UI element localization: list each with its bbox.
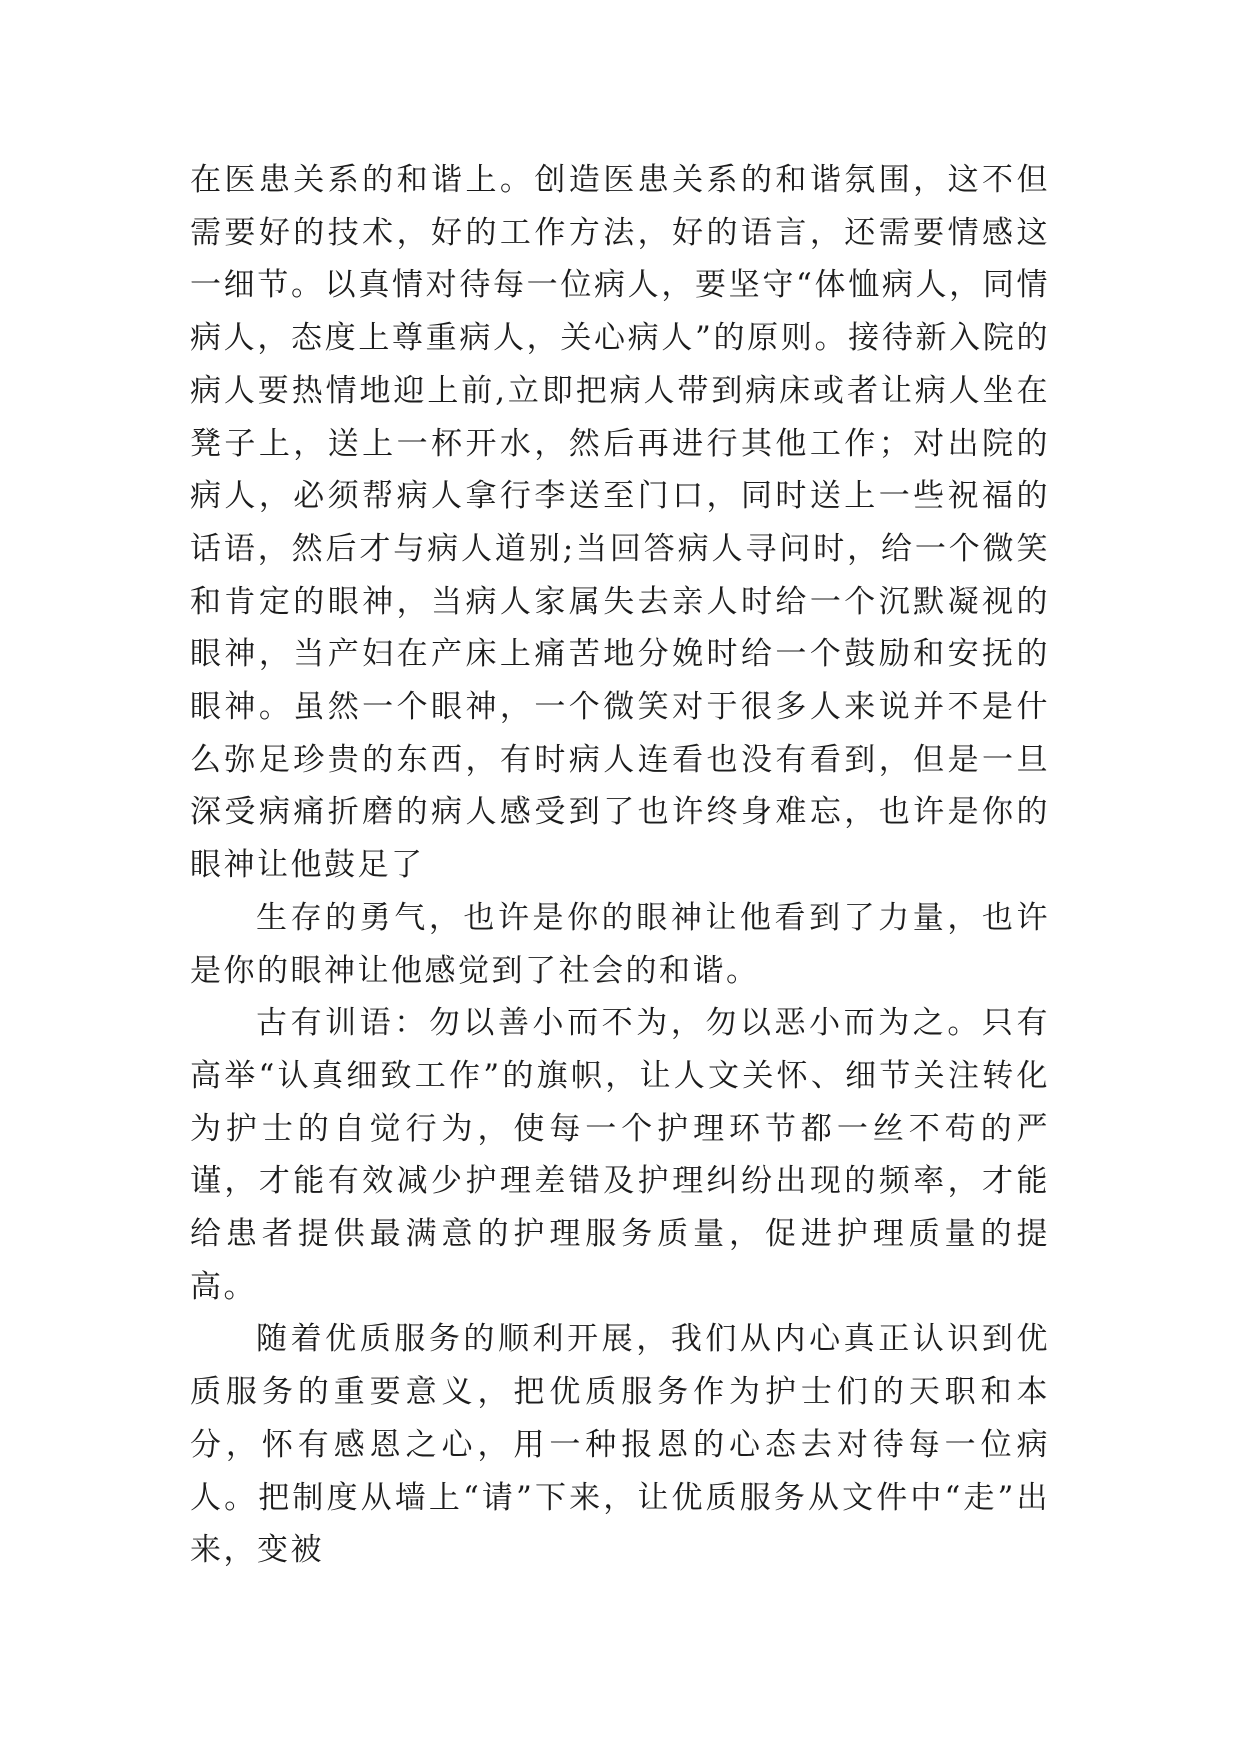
document-body bbox=[190, 154, 1050, 1577]
paragraph-4: 随着优质服务的顺利开展，我们从内心真正认识到优质服务的重要意义，把优质服务作为护士们的天职和本分，怀有感恩之心，用一种报恩的心态去对待每一位病人。把制度从墙上“请”下来，让优质服务从文件中“走”出来，变被 bbox=[190, 1321, 1050, 1569]
paragraph-1: 在医患关系的和谐上。创造医患关系的和谐氛围，这不但需要好的技术，好的工作方法，好的语言，还需要情感这一细节。以真情对待每一位病人，要坚守“体恤病人，同情病人，态度上尊重病人，关心病人”的原则。接待新入院的病人要热情地迎上前,立即把病人带到病床或者让病人坐在凳子上，送上一杯开水，然后再进行其他工作；对出院的病人，必须帮病人拿行李送至门口，同时送上一些祝福的话语，然后才与病人道别;当回答病人寻问时，给一个微笑和肯定的眼神，当病人家属失去亲人时给一个沉默凝视的眼神，当产妇在产床上痛苦地分娩时给一个鼓励和安抚的眼神。虽然一个眼神，一个微笑对于很多人来说并不是什么弥足珍贵的东西，有时病人连看也没有看到，但是一旦深受病痛折磨的病人感受到了也许终身难忘，也许是你的眼神让他鼓足了 bbox=[190, 162, 1050, 884]
paragraph-2: 生存的勇气，也许是你的眼神让他看到了力量，也许是你的眼神让他感觉到了社会的和谐。 bbox=[190, 899, 1050, 989]
paragraph-3: 古有训语：勿以善小而不为，勿以恶小而为之。只有高举“认真细致工作”的旗帜，让人文关怀、细节关注转化为护士的自觉行为，使每一个护理环节都一丝不苟的严谨，才能有效减少护理差错及护理纠纷出现的频率，才能给患者提供最满意的护理服务质量，促进护理质量的提高。 bbox=[190, 1005, 1050, 1305]
